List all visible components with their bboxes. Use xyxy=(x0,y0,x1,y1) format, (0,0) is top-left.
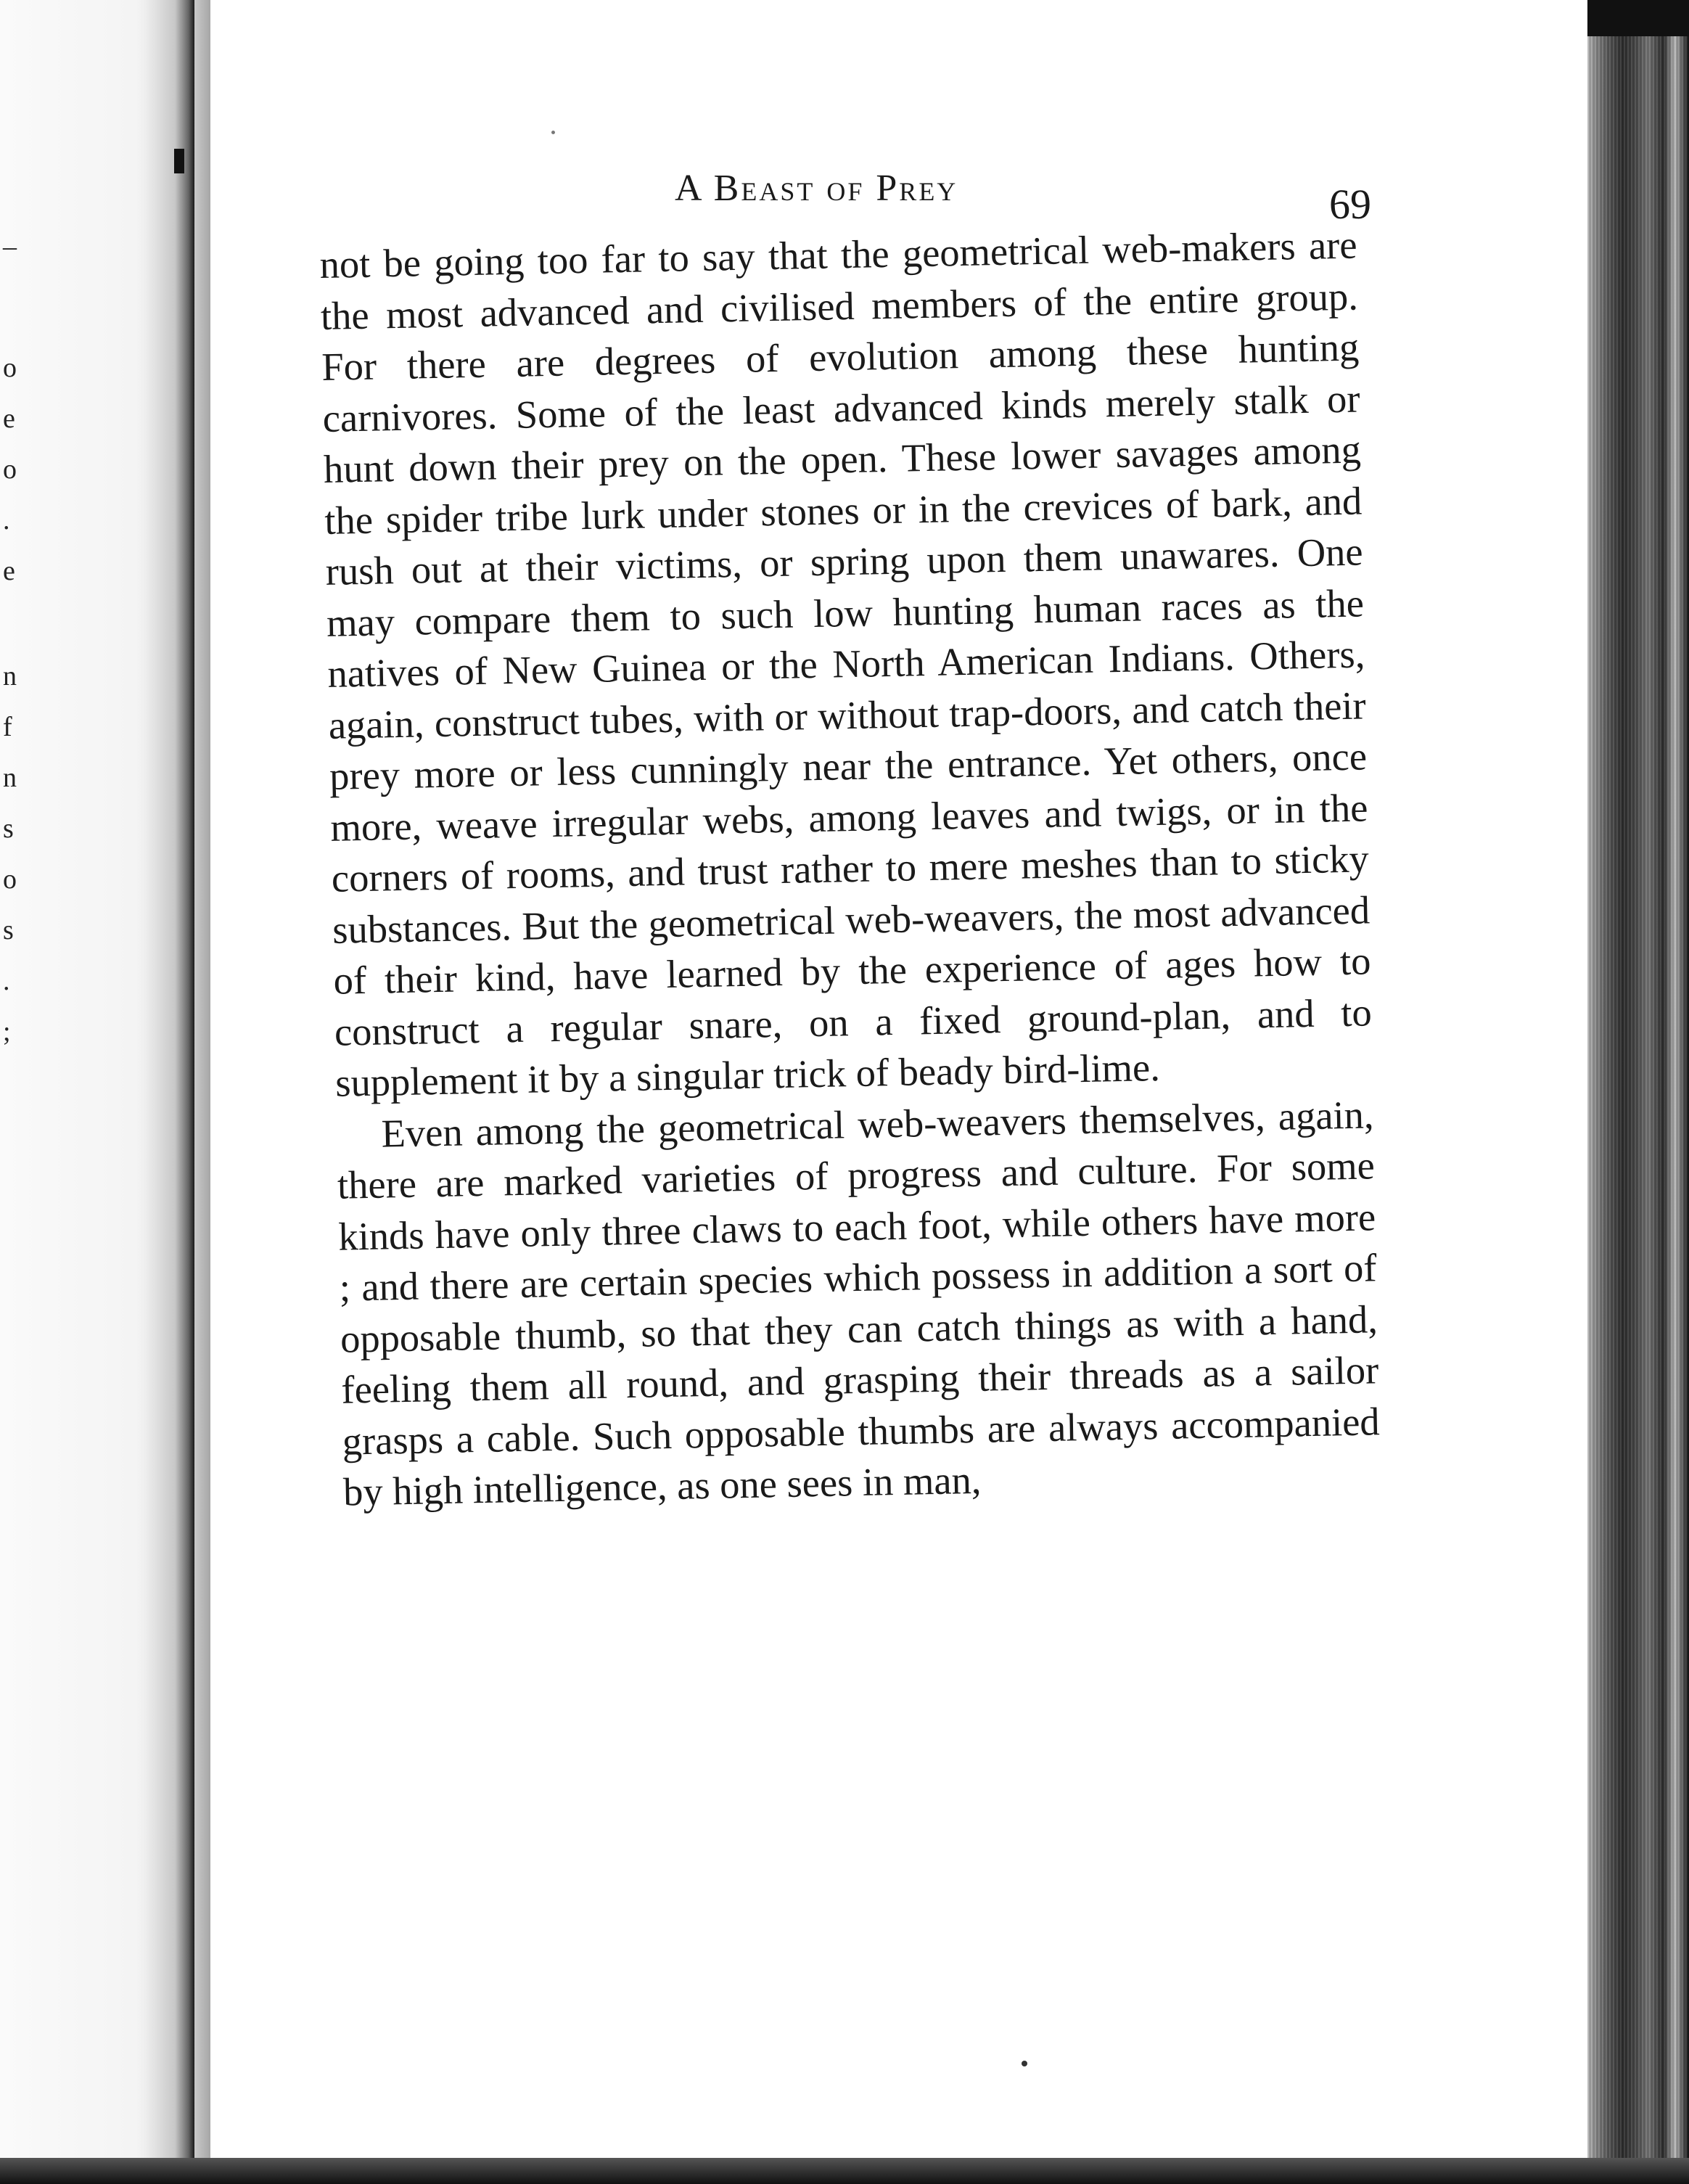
gutter-shadow xyxy=(145,0,210,2184)
fragment: e xyxy=(3,556,15,586)
page-number: 69 xyxy=(1329,181,1371,228)
paragraph: Even among the geometrical web-weavers themselves, again, there are marked varieties of progress and culture. For some kinds have only three claws to each foot, while others have more ; and there are certain species which possess in addition a sort of opposable thumb, so that they can catch things as with a hand, feeling them all round, and grasping their threads as a sailor grasps a cable. Such opposable thumbs are always accompanied by high intelligence, as one sees in man, xyxy=(337,1091,1381,1514)
book-edge-pages xyxy=(1587,0,1689,2184)
facing-page-text-fragments xyxy=(0,0,29,2184)
fragment: n xyxy=(3,763,17,793)
specks xyxy=(1022,2061,1027,2066)
fragment: s xyxy=(3,813,14,844)
running-head xyxy=(319,167,1371,228)
fragment: o xyxy=(3,353,17,383)
paragraph: not be going too far to say that the geometrical web-makers are the most advanced and civilised members of the entire group. For there are degrees of evolution among these hunting carnivores. Some of the least advanced kinds merely stalk or hunt down their prey on the open. These lower savages among the spider tribe lurk under stones or in the crevices of bark, and rush out at their victims, or spring upon them unawares. One may compare them to such low hunting human races as the natives of New Guinea or the North American Indians. Others, again, construct tubes, with or without trap-doors, and catch their prey more or less cunningly near the entrance. Yet others, once more, weave irregular webs, among leaves and twigs, or in the corners of rooms, and trust rather to mere meshes than to sticky substances. But the geometrical web-weavers, the most advanced of their kind, have learned by the experience of ages how to construct a regular snare, on a fixed ground-plan, and to supplement it by a singular trick of beady bird-lime. xyxy=(319,222,1373,1105)
fragment: o xyxy=(3,864,17,895)
fragment: . xyxy=(3,966,10,996)
body-text xyxy=(319,220,1381,1519)
fragment: n xyxy=(3,661,17,691)
fragment: ; xyxy=(3,1017,11,1047)
spine-mark xyxy=(174,149,184,173)
fragment: – xyxy=(3,231,17,262)
scan-bottom-band xyxy=(0,2158,1689,2184)
running-title: A Beast of Prey xyxy=(675,168,958,209)
fragment: . xyxy=(3,505,10,535)
book-edge-corner xyxy=(1587,0,1689,36)
fragment: s xyxy=(3,915,14,945)
book-page xyxy=(319,152,1381,2010)
fragment: o xyxy=(3,454,17,485)
specks xyxy=(551,131,555,134)
fragment: f xyxy=(3,712,12,742)
fragment: e xyxy=(3,403,15,434)
